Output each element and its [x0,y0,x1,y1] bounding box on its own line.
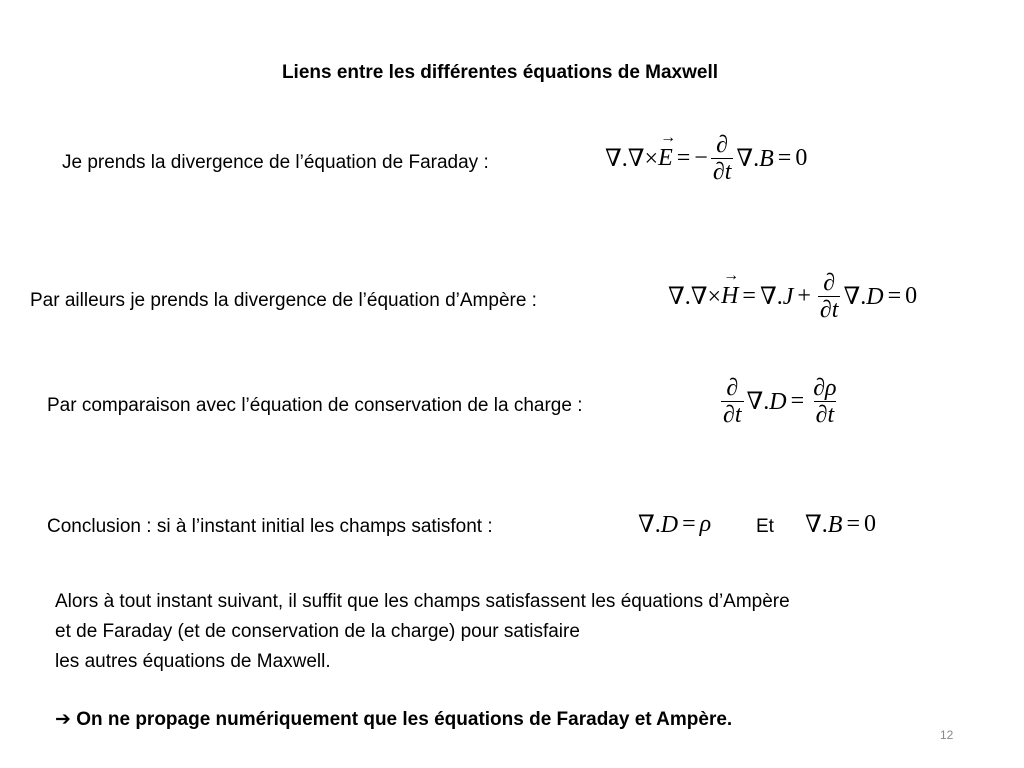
gauss-magnetic-equation: ∇.B = 0 [805,511,876,538]
conclusion-statement [55,708,732,731]
ampere-divergence-text: Par ailleurs je prends la divergence de l’équation d’Ampère : [30,290,537,311]
paragraph-line: et de Faraday (et de conservation de la charge) pour satisfaire [55,621,580,642]
explanation-paragraph [55,587,985,677]
et-label: Et [756,516,774,537]
gauss-electric-equation: ∇.D = ρ [638,511,712,538]
faraday-divergence-text: Je prends la divergence de l’équation de Faraday : [62,152,489,173]
right-arrow-icon: ➔ [55,709,71,730]
paragraph-line: les autres équations de Maxwell. [55,651,331,672]
charge-conservation-text: Par comparaison avec l’équation de conservation de la charge : [47,395,583,416]
slide-title: Liens entre les différentes équations de Maxwell [281,62,719,83]
charge-conservation-equation: $\frac{\partial}{\partial t}$ ∇.D = $\frac{\partial\rho}{\partial t}$ [723,375,837,429]
conclusion-text: On ne propage numériquement que les équations de Faraday et Ampère. [76,709,733,730]
faraday-divergence-equation: ∇.∇× → E = − $\frac{\partial}{\partial t}$ ∇.B = 0 [605,132,807,186]
paragraph-line: Alors à tout instant suivant, il suffit que les champs satisfassent les équations d’Ampère [55,591,790,612]
page-number: 12 [940,728,954,742]
initial-condition-text: Conclusion : si à l’instant initial les champs satisfont : [47,516,493,537]
ampere-divergence-equation: ∇.∇× → H = ∇.J + $\frac{\partial}{\partial t}$ ∇.D = 0 [668,270,917,324]
